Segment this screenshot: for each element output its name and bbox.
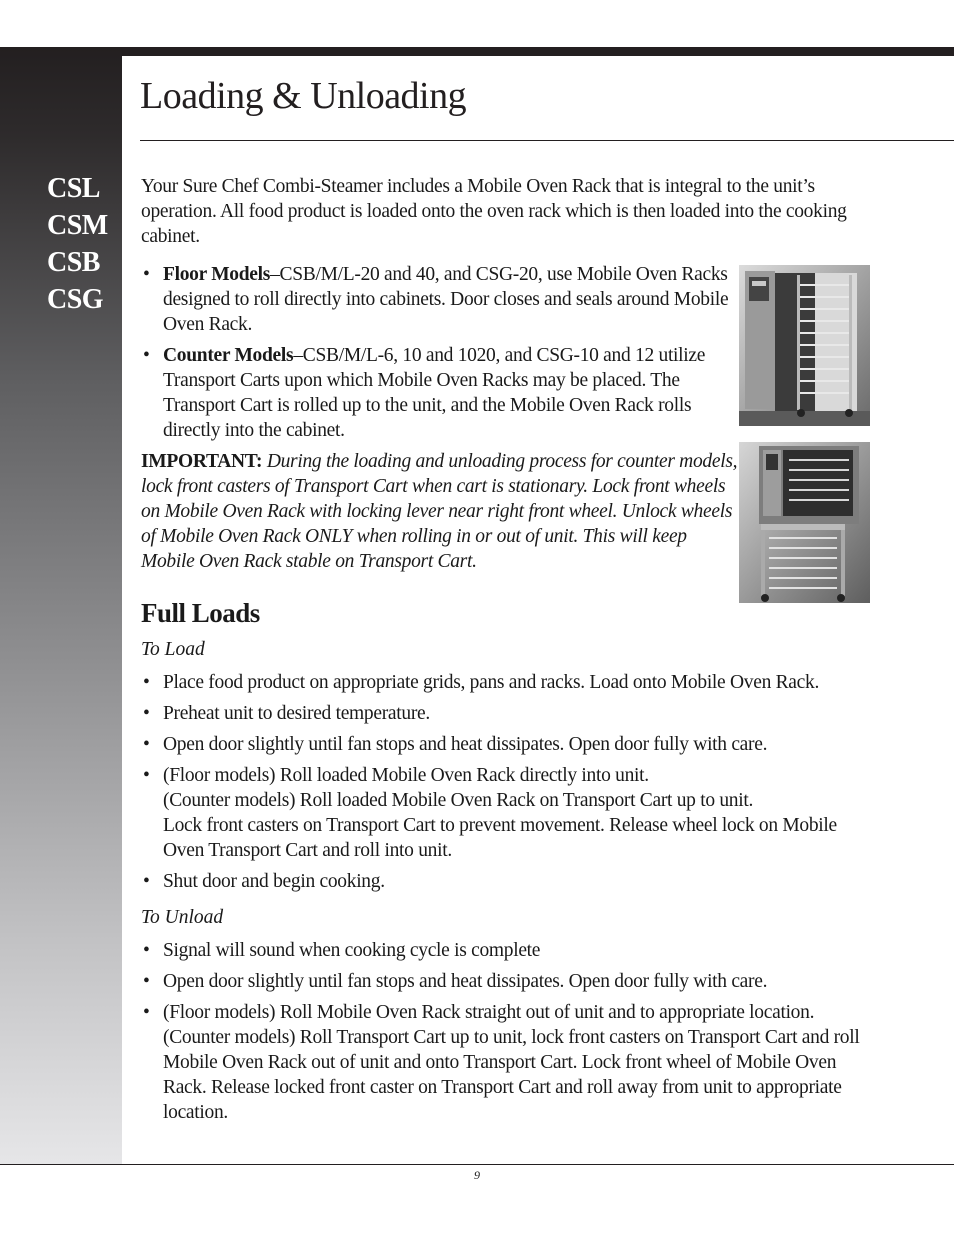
intro-paragraph: Your Sure Chef Combi-Steamer includes a Mobile Oven Rack that is integral to the unit’s operation. All food product is loaded onto the oven rack which is then loaded into the cooking cabinet. — [141, 176, 847, 247]
list-item: • Shut door and begin cooking. — [141, 869, 901, 894]
footer-divider — [0, 1164, 954, 1165]
top-bar — [0, 47, 954, 56]
model-label: CSL — [47, 173, 100, 204]
important-note — [141, 449, 741, 574]
item-line: (Floor models) Roll Mobile Oven Rack straight out of unit and to appropriate location. — [163, 1002, 815, 1023]
item-line: Lock front casters on Transport Cart to prevent movement. Release wheel lock on Mobile Oven Transport Cart and roll into unit. — [163, 815, 837, 861]
list-item — [141, 763, 843, 863]
page-number: 9 — [474, 1168, 480, 1182]
model-label: CSM — [47, 210, 108, 241]
list-item: • Open door slightly until fan stops and heat dissipates. Open door fully with care. — [141, 969, 871, 994]
list-item: • Place food product on appropriate grids, pans and racks. Load onto Mobile Oven Rack. — [141, 670, 901, 695]
to-unload-label: To Unload — [141, 907, 224, 928]
item-label: Counter Models — [163, 345, 294, 366]
list-item — [141, 1000, 871, 1125]
item-line: (Floor models) Roll loaded Mobile Oven Rack directly into unit. — [163, 765, 649, 786]
list-item: • Signal will sound when cooking cycle is complete — [141, 938, 871, 963]
to-unload-list — [141, 938, 871, 1131]
item-line: (Counter models) Roll Transport Cart up to unit, lock front casters on Transport Cart and roll Mobile Oven Rack out of unit and onto Transport Cart. Lock front wheel of Mobile Oven Rack. Release locked front caster on Transport Cart and roll away from unit to appropriate location. — [163, 1027, 860, 1123]
list-item: • Preheat unit to desired temperature. — [141, 701, 901, 726]
list-item: • Open door slightly until fan stops and heat dissipates. Open door fully with care. — [141, 732, 901, 757]
section-heading: Full Loads — [141, 598, 260, 628]
floor-model-photo — [739, 265, 870, 426]
to-load-label: To Load — [141, 639, 205, 660]
important-label: IMPORTANT: — [141, 451, 263, 472]
item-text: –CSB/M/L-6, 10 and 1020, and CSG-10 and 12 utilize Transport Carts upon which Mobile Oven Racks may be placed. The Transport Cart is rolled up to the unit, and the Mobile Oven Rack rolls directly into the cabinet. — [163, 345, 706, 441]
counter-model-photo — [739, 442, 870, 603]
model-label: CSG — [47, 284, 104, 315]
model-type-list — [141, 262, 741, 449]
item-line: (Counter models) Roll loaded Mobile Oven Rack on Transport Cart up to unit. — [163, 790, 754, 811]
important-text: During the loading and unloading process for counter models, lock front casters of Transport Cart when cart is stationary. Lock front wheels on Mobile Oven Rack with locking lever near right front wheel. Unlock wheels of Mobile Oven Rack ONLY when rolling in or out of unit. This will keep Mobile Oven Rack stable on Transport Cart. — [141, 451, 738, 572]
list-item — [141, 262, 741, 337]
model-label: CSB — [47, 247, 100, 278]
page-title: Loading & Unloading — [140, 75, 467, 117]
item-label: Floor Models — [163, 264, 271, 285]
item-text: –CSB/M/L-20 and 40, and CSG-20, use Mobile Oven Racks designed to roll directly into cabinets. Door closes and seals around Mobile Oven Rack. — [163, 264, 729, 335]
model-list — [47, 170, 108, 318]
list-item — [141, 343, 741, 443]
title-divider — [140, 140, 954, 141]
to-load-list — [141, 670, 901, 900]
